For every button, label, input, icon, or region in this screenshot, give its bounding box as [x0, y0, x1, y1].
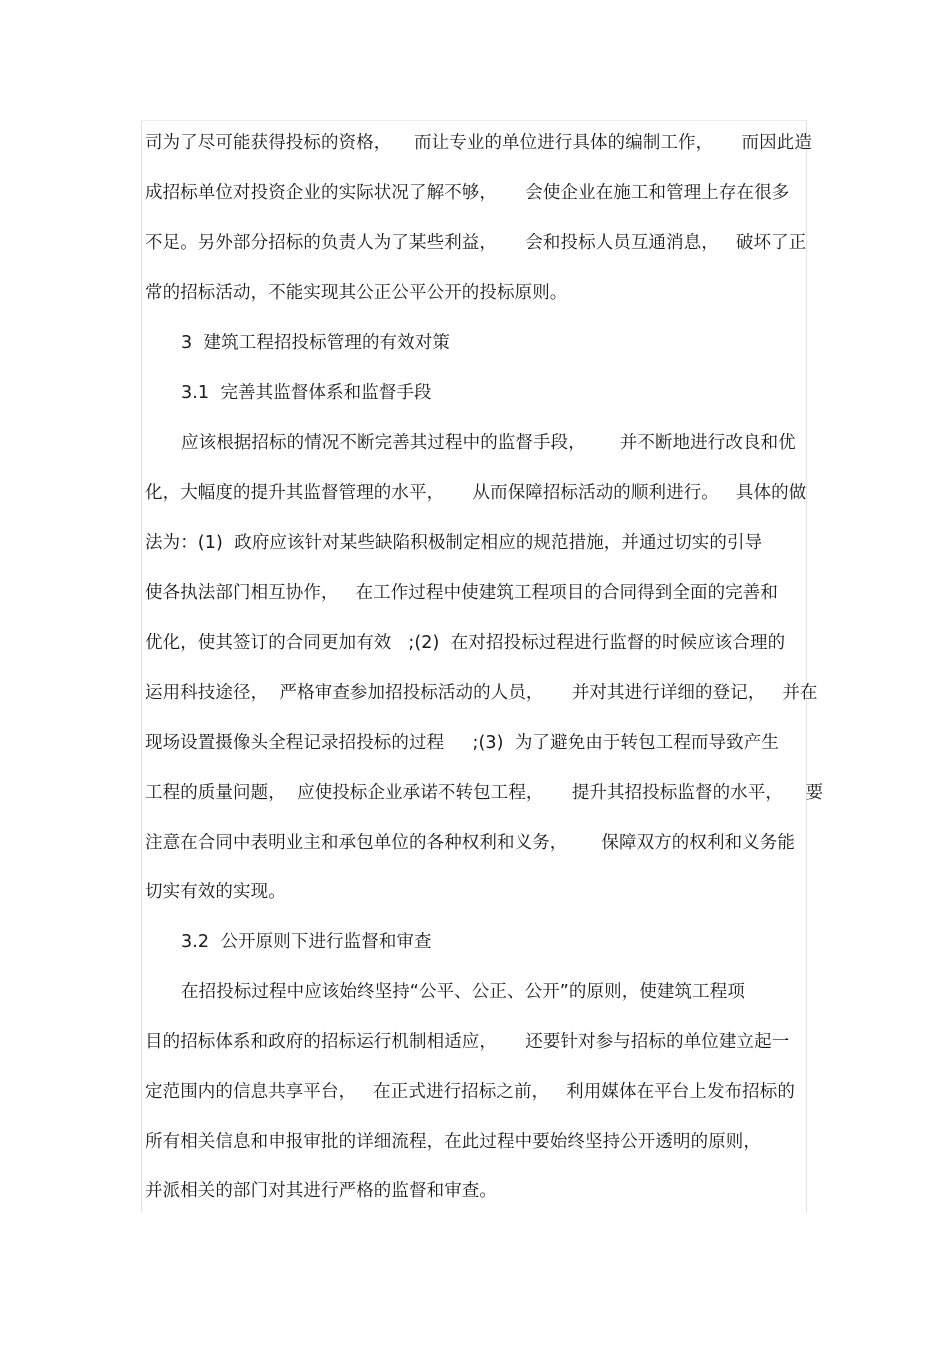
body-text-line: 在招投标过程中应该始终坚持“公平、公正、公开”的原则，使建筑工程项: [181, 982, 745, 1002]
body-text-line: 成招标单位对投资企业的实际状况了解不够， 会使企业在施工和管理上存在很多: [145, 183, 790, 203]
body-text-line: 现场设置摄像头全程记录招投标的过程 ;(3) 为了避免由于转包工程而导致产生: [145, 733, 779, 753]
body-text-line: 常的招标活动，不能实现其公正公平公开的投标原则。: [145, 283, 568, 303]
body-text-line: 目的招标体系和政府的招标运行机制相适应， 还要针对参与招标的单位建立起一: [145, 1032, 790, 1052]
subsection-heading-3-1: 3.1 完善其监督体系和监督手段: [181, 383, 432, 403]
body-text-line: 所有相关信息和申报审批的详细流程，在此过程中要始终坚持公开透明的原则，: [145, 1132, 761, 1152]
body-text-line: 定范围内的信息共享平台， 在正式进行招标之前， 利用媒体在平台上发布招标的: [145, 1082, 795, 1102]
body-text-line: 运用科技途径， 严格审查参加招投标活动的人员， 并对其进行详细的登记， 并在: [145, 683, 818, 703]
body-text-line: 司为了尽可能获得投标的资格， 而让专业的单位进行具体的编制工作， 而因此造: [145, 133, 812, 153]
body-text-line: 使各执法部门相互协作， 在工作过程中使建筑工程项目的合同得到全面的完善和: [145, 583, 778, 603]
body-text-line: 优化，使其签订的合同更加有效 ;(2) 在对招投标过程进行监督的时候应该合理的: [145, 633, 786, 653]
section-heading-3: 3 建筑工程招投标管理的有效对策: [181, 333, 450, 353]
body-text-line: 不足。另外部分招标的负责人为了某些利益， 会和投标人员互通消息， 破坏了正: [145, 233, 807, 253]
body-text-line: 切实有效的实现。: [145, 882, 286, 902]
subsection-heading-3-2: 3.2 公开原则下进行监督和审查: [181, 932, 432, 952]
body-text-line: 并派相关的部门对其进行严格的监督和审查。: [145, 1181, 497, 1201]
body-text-line: 法为：(1) 政府应该针对某些缺陷积极制定相应的规范措施，并通过切实的引导: [145, 533, 763, 553]
body-text-line: 工程的质量问题， 应使投标企业承诺不转包工程， 提升其招投标监督的水平， 要: [145, 783, 824, 803]
body-text-line: 化，大幅度的提升其监督管理的水平， 从而保障招标活动的顺利进行。 具体的做: [145, 483, 807, 503]
body-text-line: 注意在合同中表明业主和承包单位的各种权利和义务， 保障双方的权利和义务能: [145, 833, 795, 853]
body-text-line: 应该根据招标的情况不断完善其过程中的监督手段， 并不断地进行改良和优: [181, 433, 796, 453]
